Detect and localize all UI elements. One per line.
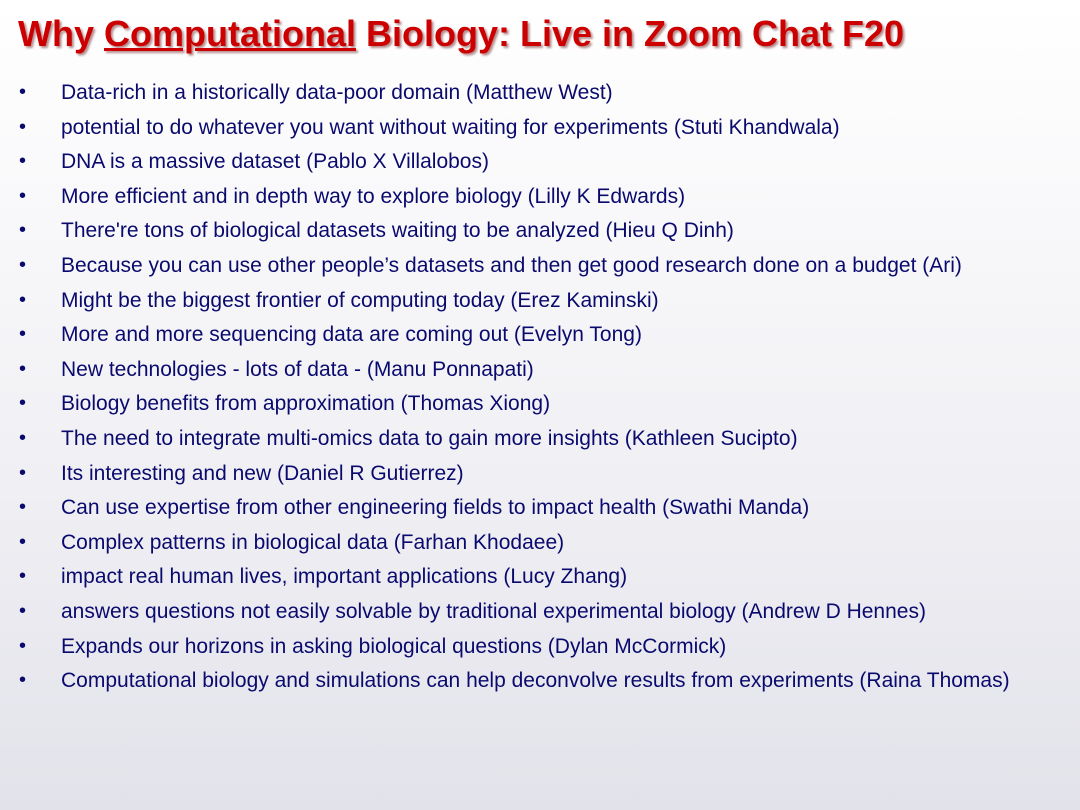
bullet-item	[0, 216, 1080, 245]
bullet-dot: •	[19, 150, 27, 173]
bullet-item	[0, 147, 1080, 176]
bullet-text: There're tons of biological datasets waiting to be analyzed (Hieu Q Dinh)	[61, 219, 734, 243]
bullet-item	[0, 251, 1080, 280]
bullet-text: Expands our horizons in asking biological questions (Dylan McCormick)	[61, 634, 727, 658]
bullet-item	[0, 632, 1080, 661]
bullet-dot: •	[19, 115, 27, 138]
bullet-dot: •	[19, 323, 27, 346]
bullet-dot: •	[19, 357, 27, 380]
bullet-dot: •	[19, 496, 27, 519]
bullet-dot: •	[19, 634, 27, 657]
bullet-text: potential to do whatever you want without waiting for experiments (Stuti Khandwala)	[61, 115, 840, 139]
bullet-text: More efficient and in depth way to explore biology (Lilly K Edwards)	[61, 184, 686, 208]
bullet-text: DNA is a massive dataset (Pablo X Villalobos)	[61, 150, 489, 174]
bullet-text: Computational biology and simulations can help deconvolve results from experiments (Raina Thomas)	[61, 669, 1010, 693]
bullet-dot: •	[19, 599, 27, 622]
bullet-text: Data-rich in a historically data-poor domain (Matthew West)	[61, 81, 613, 104]
bullet-dot: •	[19, 253, 27, 276]
bullet-text: More and more sequencing data are coming out (Evelyn Tong)	[61, 323, 642, 347]
bullet-item	[0, 528, 1080, 557]
bullet-item	[0, 320, 1080, 349]
bullet-text: Might be the biggest frontier of computing today (Erez Kaminski)	[61, 288, 659, 312]
bullet-text: Its interesting and new (Daniel R Gutierrez)	[61, 461, 464, 485]
bullet-item	[0, 459, 1080, 488]
bullet-item	[0, 562, 1080, 591]
title-underlined-word: Computational	[104, 13, 356, 54]
bullet-item	[0, 78, 1080, 107]
bullet-text: Because you can use other people’s datasets and then get good research done on a budget (Ari)	[61, 253, 962, 277]
bullet-text: Can use expertise from other engineering fields to impact health (Swathi Manda)	[61, 496, 810, 520]
bullet-text: answers questions not easily solvable by traditional experimental biology (Andrew D Hennes)	[61, 599, 926, 623]
bullet-text: Biology benefits from approximation (Thomas Xiong)	[61, 392, 551, 416]
bullet-dot: •	[19, 461, 27, 484]
bullet-dot: •	[19, 219, 27, 242]
bullet-dot: •	[19, 565, 27, 588]
bullet-text: New technologies - lots of data - (Manu Ponnapati)	[61, 357, 534, 381]
bullet-item	[0, 493, 1080, 522]
bullet-item	[0, 424, 1080, 453]
bullet-dot: •	[19, 81, 27, 103]
bullet-dot: •	[19, 392, 27, 415]
bullet-dot: •	[19, 184, 27, 207]
bullet-item	[0, 355, 1080, 384]
bullet-dot: •	[19, 669, 27, 692]
bullet-dot: •	[19, 426, 27, 449]
bullet-text: Complex patterns in biological data (Farhan Khodaee)	[61, 530, 565, 554]
bullet-dot: •	[19, 288, 27, 311]
bullet-list	[0, 78, 1080, 701]
bullet-item	[0, 597, 1080, 626]
bullet-item	[0, 389, 1080, 418]
title-prefix: Why	[18, 13, 104, 54]
bullet-item	[0, 666, 1080, 695]
bullet-text: impact real human lives, important applications (Lucy Zhang)	[61, 565, 628, 589]
bullet-dot: •	[19, 530, 27, 553]
bullet-item	[0, 182, 1080, 211]
bullet-text: The need to integrate multi-omics data to gain more insights (Kathleen Sucipto)	[61, 426, 798, 450]
slide-title	[18, 12, 1078, 56]
bullet-item	[0, 286, 1080, 315]
bullet-item	[0, 113, 1080, 142]
title-suffix: Biology: Live in Zoom Chat F20	[355, 13, 905, 54]
